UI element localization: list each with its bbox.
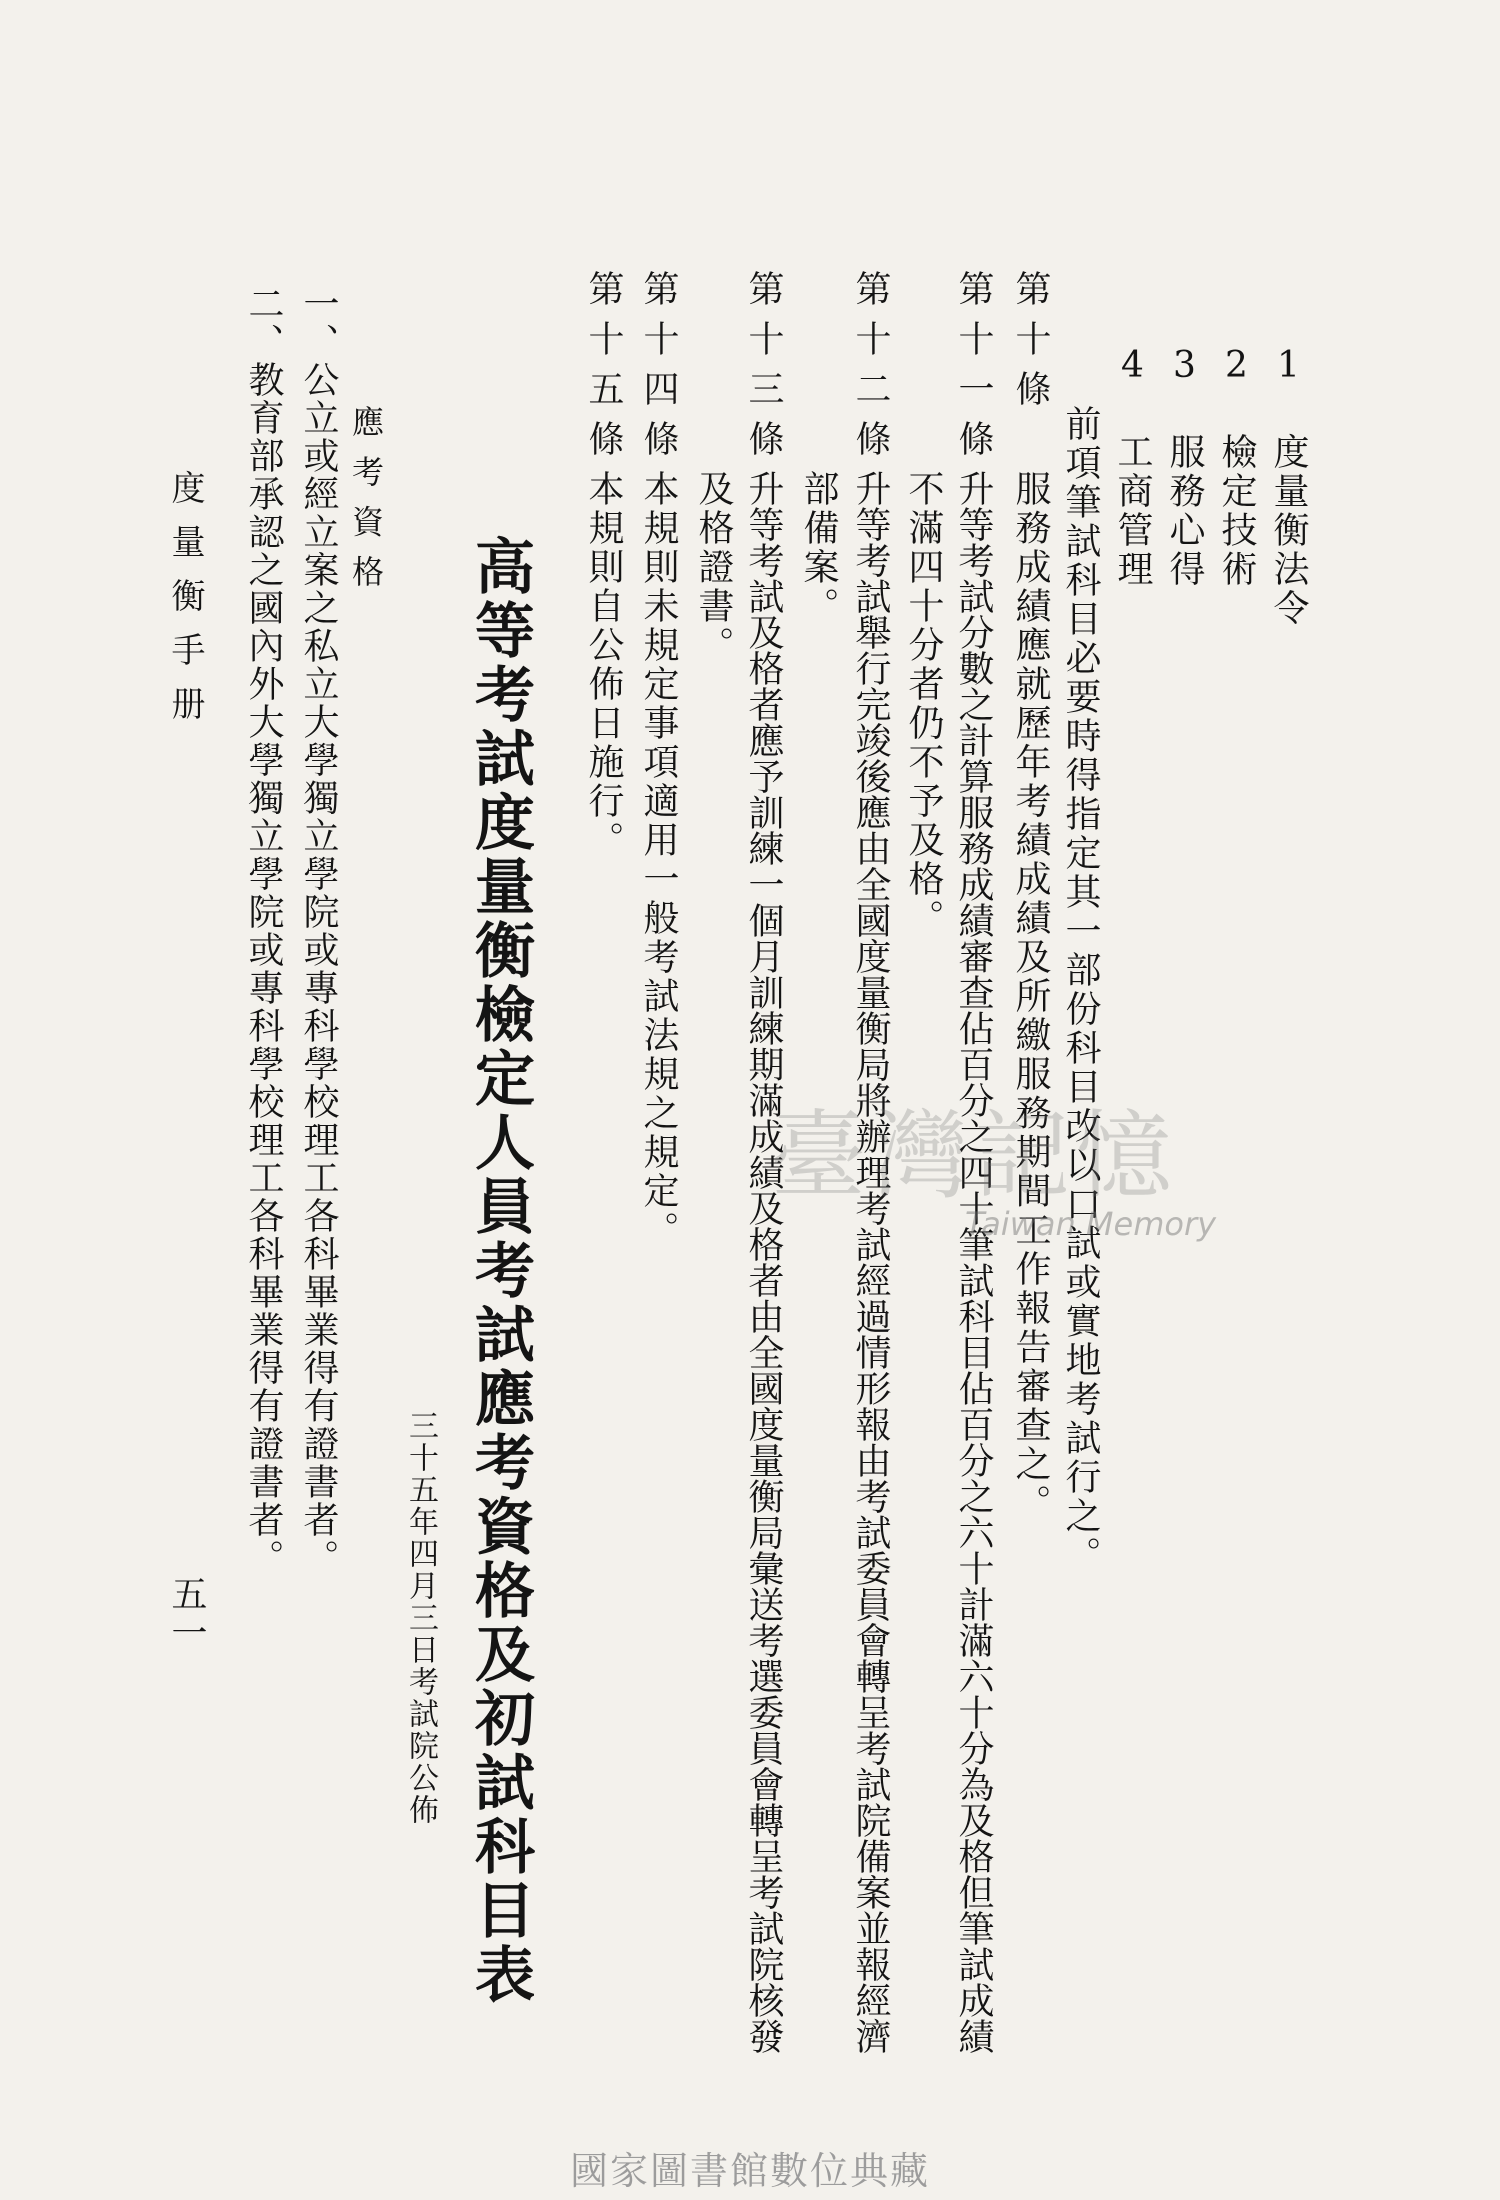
list-item-1 — [1268, 345, 1309, 628]
list-text: 檢定技術 — [1216, 433, 1257, 589]
clause-11-line-1: 升等考試分數之計算服務成績審查佔百分之四十筆試科目佔百分之六十計滿六十分為及格但筆試成績 — [953, 470, 994, 2054]
clause-10-label: 第十條 — [1010, 270, 1051, 420]
list-item-4 — [1112, 345, 1153, 589]
qualification-heading: 應考資格 — [347, 405, 385, 605]
item-text: 公立或經立案之私立大學獨立學院或專科學校理工各科畢業得有證書者。 — [298, 361, 339, 1577]
watermark-logo: 臺灣記憶 — [770, 1100, 1178, 1212]
list-text: 工商管理 — [1112, 433, 1153, 589]
section-title: 高等考試度量衡檢定人員考試應考資格及初試科目表 — [465, 535, 535, 2007]
list-item-2 — [1216, 345, 1257, 589]
clause-10-text: 服務成績應就歷年考績成績及所繳服務期間工作報告審查之。 — [1010, 470, 1051, 1523]
clause-13-line-1: 升等考試及格者應予訓練一個月訓練期滿成績及格者由全國度量衡局彙送考選委員會轉呈考試院核發 — [743, 470, 784, 2054]
clause-13-line-2: 及格證書。 — [693, 470, 734, 665]
promulgation-date: 三十五年四月三日考試院公佈 — [403, 1410, 438, 1826]
archive-footer: 國家圖書館數位典藏 — [569, 2149, 930, 2193]
list-item-3 — [1164, 345, 1205, 589]
clause-12-label: 第十二條 — [850, 270, 891, 470]
list-number: 1 — [1268, 345, 1309, 389]
item-text: 教育部承認之國內外大學獨立學院或專科學校理工各科畢業得有證書者。 — [243, 361, 284, 1577]
list-number: 4 — [1112, 345, 1153, 389]
clause-12-line-1: 升等考試舉行完竣後應由全國度量衡局將辦理考試經過情形報由考試委員會轉呈考試院備案並報經濟 — [850, 470, 891, 2054]
clause-15-label: 第十五條 — [583, 270, 624, 470]
clause-13-label: 第十三條 — [743, 270, 784, 470]
page-number: 五一 — [166, 1575, 207, 1653]
item-number: 二、 — [243, 285, 284, 361]
list-number: 3 — [1164, 345, 1205, 389]
clause-12-line-2: 部備案。 — [798, 470, 839, 626]
list-text: 服務心得 — [1164, 433, 1205, 589]
list-text: 度量衡法令 — [1268, 433, 1309, 628]
item-number: 一、 — [298, 285, 339, 361]
clause-11-label: 第十一條 — [953, 270, 994, 470]
clause-14-label: 第十四條 — [638, 270, 679, 470]
clause-9-continuation: 前項筆試科目必要時得指定其一部份科目改以口試或實地考試行之。 — [1060, 405, 1101, 1575]
clause-11-line-2: 不滿四十分者仍不予及格。 — [903, 470, 944, 938]
clause-14-text: 本規則未規定事項適用一般考試法規之規定。 — [638, 470, 679, 1250]
clause-15-text: 本規則自公佈日施行。 — [583, 470, 624, 860]
watermark-subtitle: Taiwan Memory — [965, 1205, 1217, 1243]
running-title: 度量衡手册 — [165, 470, 205, 740]
qualification-item-2 — [243, 285, 284, 1577]
qualification-item-1 — [298, 285, 339, 1577]
list-number: 2 — [1216, 345, 1257, 389]
